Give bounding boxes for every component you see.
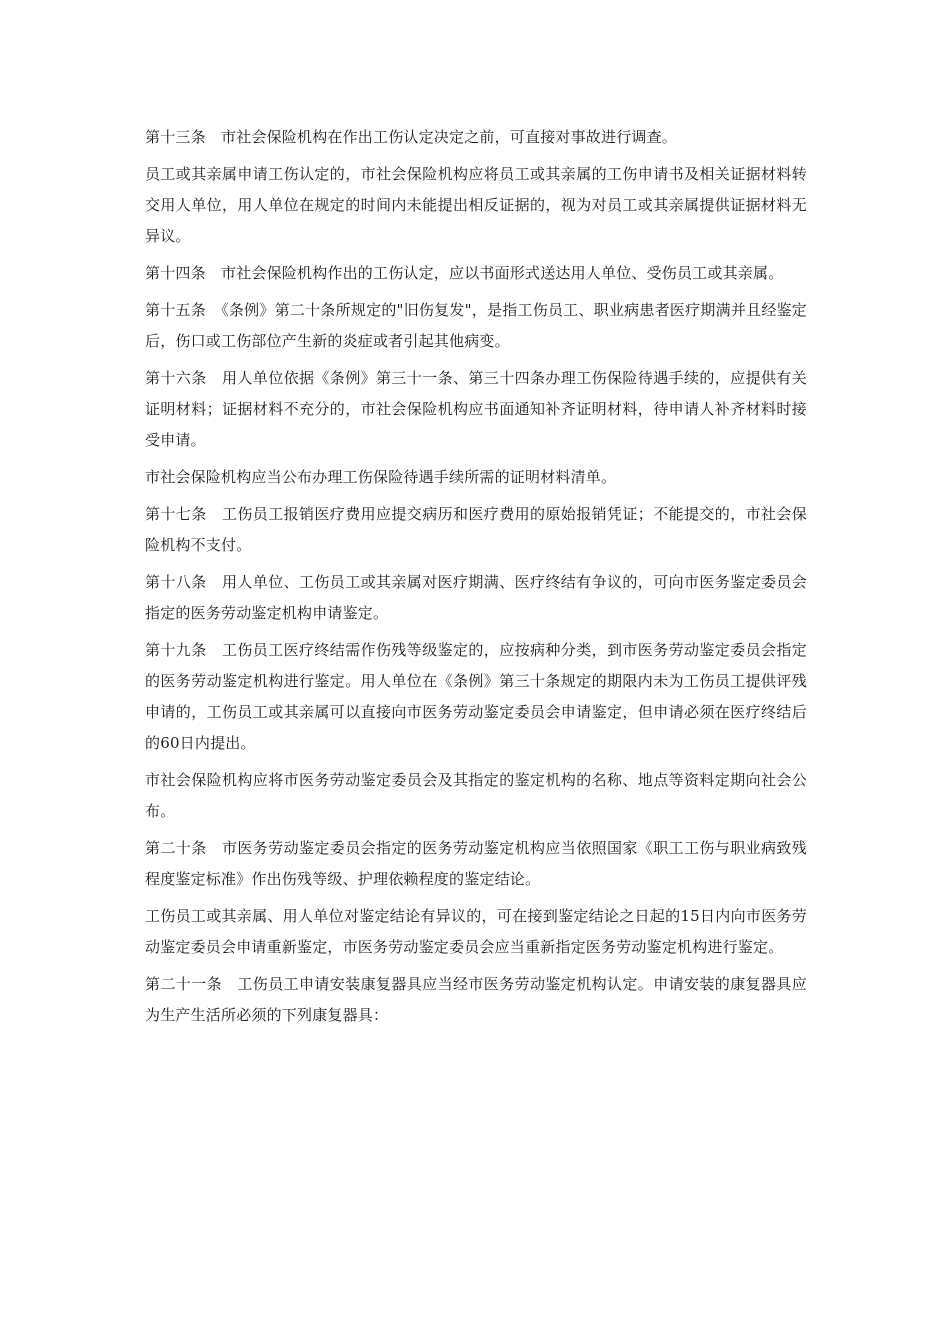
article-20: 第二十条 市医务劳动鉴定委员会指定的医务劳动鉴定机构应当依照国家《职工工伤与职业病致残程度鉴定标准》作出伤残等级、护理依赖程度的鉴定结论。 (145, 839, 807, 888)
article-21: 第二十一条 工伤员工申请安装康复器具应当经市医务劳动鉴定机构认定。申请安装的康复器具应为生产生活所必须的下列康复器具： (145, 975, 807, 1024)
article-17: 第十七条 工伤员工报销医疗费用应提交病历和医疗费用的原始报销凭证；不能提交的，市社会保险机构不支付。 (145, 505, 807, 554)
article-13: 第十三条 市社会保险机构在作出工伤认定决定之前，可直接对事故进行调查。 (145, 128, 678, 146)
article-13-paragraph-2: 员工或其亲属申请工伤认定的，市社会保险机构应将员工或其亲属的工伤申请书及相关证据材料转交用人单位，用人单位在规定的时间内未能提出相反证据的，视为对员工或其亲属提供证据材料无异议。 (145, 165, 807, 245)
article-16-paragraph-2: 市社会保险机构应当公布办理工伤保险待遇手续所需的证明材料清单。 (145, 468, 617, 486)
article-18: 第十八条 用人单位、工伤员工或其亲属对医疗期满、医疗终结有争议的，可向市医务鉴定委员会指定的医务劳动鉴定机构申请鉴定。 (145, 573, 807, 622)
article-14: 第十四条 市社会保险机构作出的工伤认定，应以书面形式送达用人单位、受伤员工或其亲属。 (145, 264, 784, 282)
article-16: 第十六条 用人单位依据《条例》第三十一条、第三十四条办理工伤保险待遇手续的，应提供有关证明材料；证据材料不充分的，市社会保险机构应书面通知补齐证明材料，待申请人补齐材料时接受申请。 (145, 369, 807, 449)
article-19: 第十九条 工伤员工医疗终结需作伤残等级鉴定的，应按病种分类，到市医务劳动鉴定委员会指定的医务劳动鉴定机构进行鉴定。用人单位在《条例》第三十条规定的期限内未为工伤员工提供评残申请的，工伤员工或其亲属可以直接向市医务劳动鉴定委员会申请鉴定，但申请必须在医疗终结后的60日内提出。 (145, 641, 807, 752)
article-19-paragraph-2: 市社会保险机构应将市医务劳动鉴定委员会及其指定的鉴定机构的名称、地点等资料定期向社会公布。 (145, 771, 807, 820)
article-15: 第十五条 《条例》第二十条所规定的"旧伤复发"，是指工伤员工、职业病患者医疗期满并且经鉴定后，伤口或工伤部位产生新的炎症或者引起其他病变。 (145, 301, 807, 350)
article-20-paragraph-2: 工伤员工或其亲属、用人单位对鉴定结论有异议的，可在接到鉴定结论之日起的15日内向市医务劳动鉴定委员会申请重新鉴定，市医务劳动鉴定委员会应当重新指定医务劳动鉴定机构进行鉴定。 (145, 907, 807, 956)
document-page (145, 122, 807, 1037)
